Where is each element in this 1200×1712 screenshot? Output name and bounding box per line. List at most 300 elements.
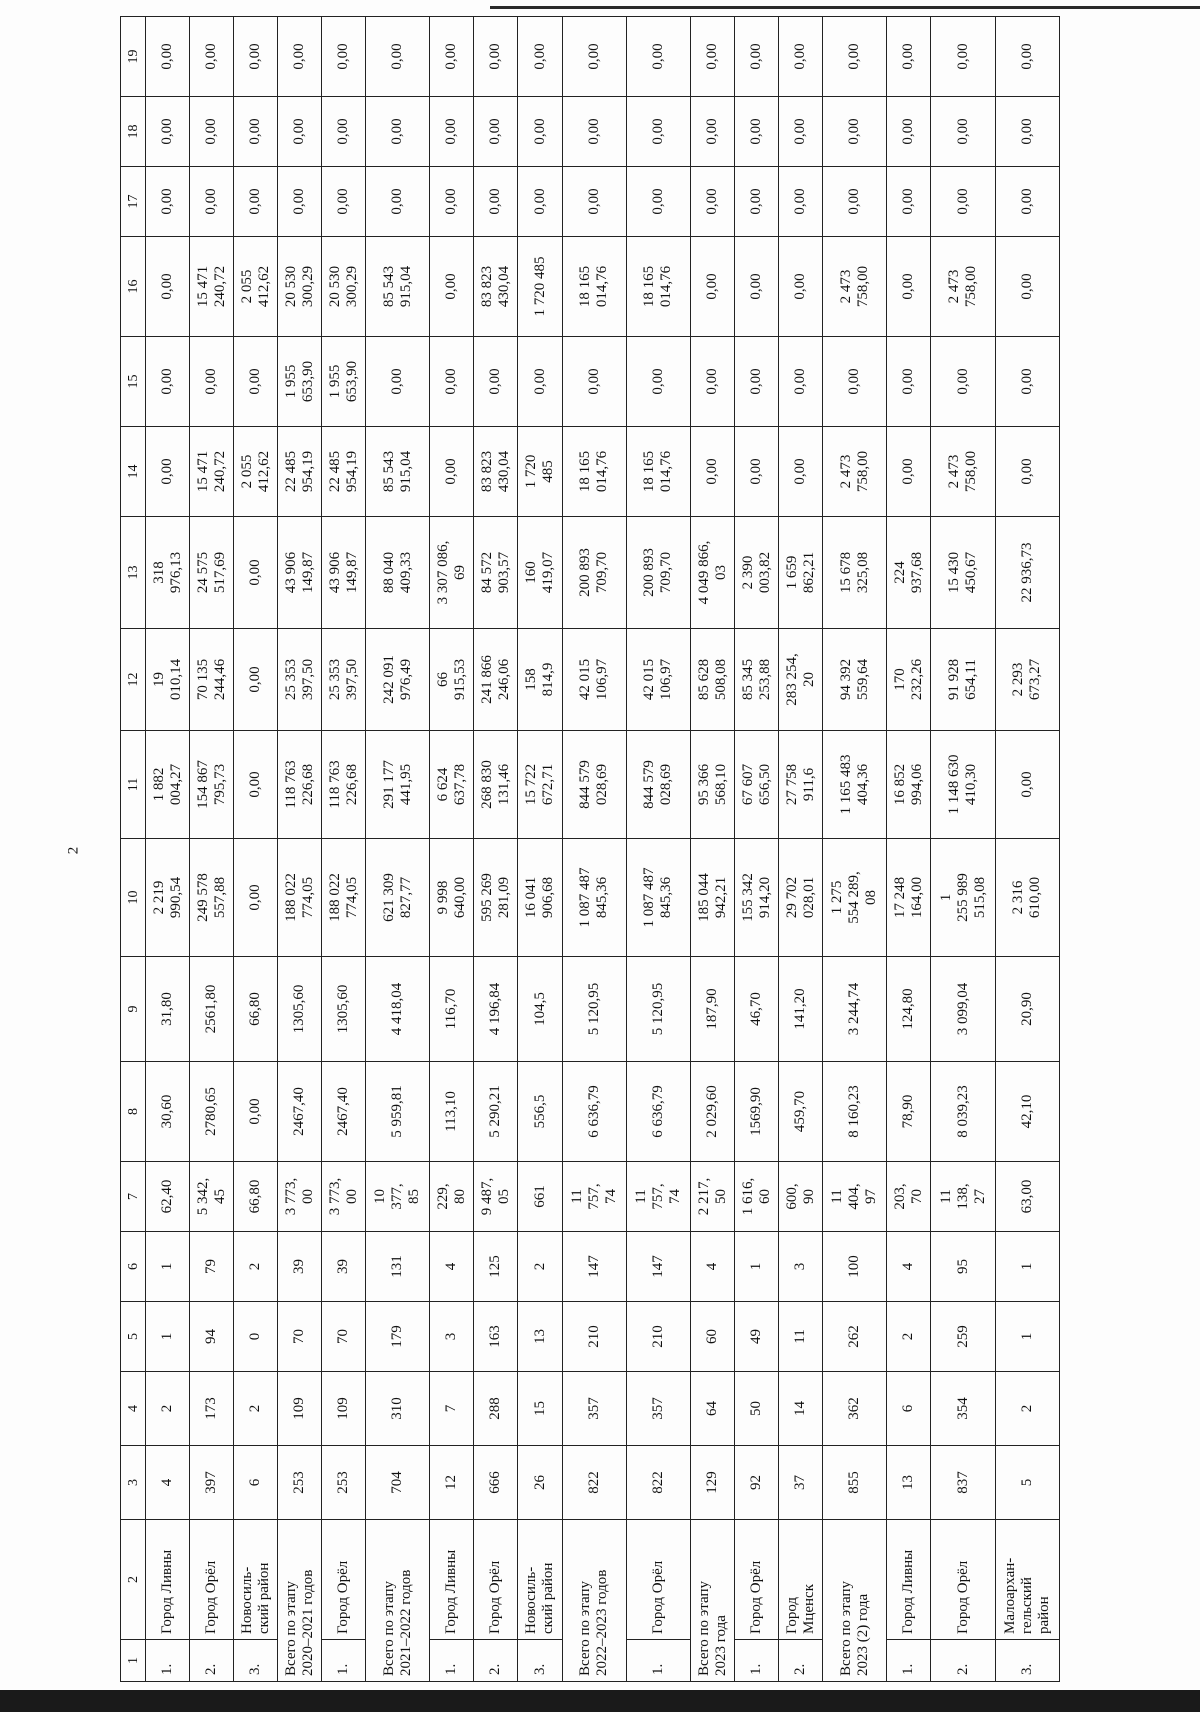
table-cell: 844 579 028,69	[626, 731, 690, 839]
table-cell: 1	[995, 1232, 1059, 1302]
table-cell: 27 758 911,6	[779, 731, 823, 839]
table-cell: 50	[735, 1372, 779, 1446]
table-cell: 22 936,73	[995, 517, 1059, 629]
table-cell: 259	[931, 1302, 995, 1372]
table-cell: 118 763 226,68	[322, 731, 366, 839]
table-cell: 0,00	[146, 427, 190, 517]
table-cell: 25 353 397,50	[278, 629, 322, 731]
table-cell: 1 720 485	[518, 237, 562, 337]
municipality-cell: Город Орёл	[322, 1520, 366, 1640]
table-cell: 0,00	[322, 17, 366, 97]
table-cell: 318 976,13	[146, 517, 190, 629]
table-cell: 2780,65	[190, 1062, 234, 1162]
table-cell: 30,60	[146, 1062, 190, 1162]
row-number-cell: 2.	[931, 1640, 995, 1682]
table-cell: 0,00	[322, 97, 366, 167]
table-cell: 0,00	[322, 167, 366, 237]
table-cell: 0,00	[234, 629, 278, 731]
table-cell: 22 485 954,19	[322, 427, 366, 517]
column-header: 1	[121, 1640, 146, 1682]
table-cell: 203, 70	[887, 1162, 931, 1232]
table-cell: 4	[887, 1232, 931, 1302]
column-header: 2	[121, 1520, 146, 1640]
table-cell: 66,80	[234, 1162, 278, 1232]
column-header: 16	[121, 237, 146, 337]
table-cell: 42 015 106,97	[562, 629, 626, 731]
row-number-cell: 2.	[190, 1640, 234, 1682]
table-cell: 8 039,23	[931, 1062, 995, 1162]
table-cell: 2 029,60	[691, 1062, 735, 1162]
table-cell: 268 830 131,46	[474, 731, 518, 839]
row-number-cell: 1.	[146, 1640, 190, 1682]
table-cell: 0,00	[234, 731, 278, 839]
table-cell: 64	[691, 1372, 735, 1446]
table-cell: 3 244,74	[823, 957, 887, 1062]
municipality-cell: Город Ливны	[146, 1520, 190, 1640]
table-cell: 2	[887, 1302, 931, 1372]
table-cell: 0,00	[234, 517, 278, 629]
row-number-cell: 1.	[626, 1640, 690, 1682]
table-cell: 210	[562, 1302, 626, 1372]
rotated-table-wrapper	[120, 17, 1060, 1682]
table-cell: 229, 80	[430, 1162, 474, 1232]
table-cell: 621 309 827,77	[366, 839, 430, 957]
table-cell: 1 148 630 410,30	[931, 731, 995, 839]
table-cell: 0,00	[779, 17, 823, 97]
row-number-cell: 3.	[995, 1640, 1059, 1682]
table-cell: 1305,60	[322, 957, 366, 1062]
column-header: 17	[121, 167, 146, 237]
table-cell: 20 530 300,29	[322, 237, 366, 337]
municipality-cell: Малоархан- гельский район	[995, 1520, 1059, 1640]
table-cell: 0,00	[366, 17, 430, 97]
table-cell: 704	[366, 1446, 430, 1520]
table-cell: 262	[823, 1302, 887, 1372]
table-cell: 1305,60	[278, 957, 322, 1062]
table-cell: 283 254, 20	[779, 629, 823, 731]
table-cell: 1 165 483 404,36	[823, 731, 887, 839]
table-cell: 1569,90	[735, 1062, 779, 1162]
table-cell: 6	[234, 1446, 278, 1520]
table-body	[146, 17, 1060, 1682]
table-cell: 5 342, 45	[190, 1162, 234, 1232]
table-cell: 43 906 149,87	[322, 517, 366, 629]
column-header: 6	[121, 1232, 146, 1302]
table-cell: 0	[234, 1302, 278, 1372]
table-cell: 0,00	[190, 337, 234, 427]
table-cell: 31,80	[146, 957, 190, 1062]
table-cell: 0,00	[887, 427, 931, 517]
table-cell: 2 390 003,82	[735, 517, 779, 629]
table-cell: 11 757, 74	[626, 1162, 690, 1232]
table-cell: 62,40	[146, 1162, 190, 1232]
table-cell: 0,00	[430, 97, 474, 167]
table-cell: 2	[995, 1372, 1059, 1446]
column-header: 3	[121, 1446, 146, 1520]
table-cell: 0,00	[366, 337, 430, 427]
table-row	[322, 17, 366, 1682]
column-header: 8	[121, 1062, 146, 1162]
table-cell: 147	[626, 1232, 690, 1302]
table-cell: 43 906 149,87	[278, 517, 322, 629]
table-cell: 1	[146, 1232, 190, 1302]
table-cell: 2	[234, 1372, 278, 1446]
table-cell: 42 015 106,97	[626, 629, 690, 731]
table-cell: 78,90	[887, 1062, 931, 1162]
table-cell: 0,00	[887, 167, 931, 237]
table-cell: 92	[735, 1446, 779, 1520]
table-cell: 170 232,26	[887, 629, 931, 731]
column-header: 5	[121, 1302, 146, 1372]
municipality-cell: Город Ливны	[430, 1520, 474, 1640]
table-cell: 0,00	[366, 167, 430, 237]
table-cell: 85 628 508,08	[691, 629, 735, 731]
table-cell: 5	[995, 1446, 1059, 1520]
table-cell: 0,00	[234, 1062, 278, 1162]
table-cell: 0,00	[995, 17, 1059, 97]
table-cell: 24 575 517,69	[190, 517, 234, 629]
table-cell: 6	[887, 1372, 931, 1446]
municipality-cell: Город Орёл	[626, 1520, 690, 1640]
table-cell: 0,00	[234, 167, 278, 237]
table-cell: 3 773, 00	[322, 1162, 366, 1232]
table-cell: 187,90	[691, 957, 735, 1062]
table-cell: 15	[518, 1372, 562, 1446]
table-cell: 5 120,95	[562, 957, 626, 1062]
table-cell: 0,00	[190, 167, 234, 237]
table-cell: 188 022 774,05	[322, 839, 366, 957]
table-cell: 0,00	[190, 97, 234, 167]
table-cell: 0,00	[691, 427, 735, 517]
municipality-cell: Новосиль- ский район	[518, 1520, 562, 1640]
table-cell: 2 473 758,00	[823, 237, 887, 337]
table-cell: 0,00	[234, 337, 278, 427]
table-cell: 1 087 487 845,36	[562, 839, 626, 957]
table-cell: 0,00	[146, 167, 190, 237]
table-cell: 1 616, 60	[735, 1162, 779, 1232]
table-cell: 5 120,95	[626, 957, 690, 1062]
table-cell: 397	[190, 1446, 234, 1520]
table-cell: 70	[322, 1302, 366, 1372]
table-cell: 2 217, 50	[691, 1162, 735, 1232]
municipality-cell: Город Орёл	[931, 1520, 995, 1640]
municipality-cell: Город Мценск	[779, 1520, 823, 1640]
table-cell: 0,00	[430, 167, 474, 237]
table-cell: 22 485 954,19	[278, 427, 322, 517]
table-cell: 94	[190, 1302, 234, 1372]
table-row	[430, 17, 474, 1682]
table-cell: 357	[626, 1372, 690, 1446]
table-cell: 18 165 014,76	[626, 427, 690, 517]
stage-label-cell: Всего по этапу 2020–2021 годов	[278, 1520, 322, 1682]
table-cell: 2467,40	[322, 1062, 366, 1162]
table-cell: 0,00	[779, 237, 823, 337]
table-cell: 104,5	[518, 957, 562, 1062]
table-cell: 49	[735, 1302, 779, 1372]
table-cell: 600, 90	[779, 1162, 823, 1232]
table-cell: 556,5	[518, 1062, 562, 1162]
table-cell: 9 487, 05	[474, 1162, 518, 1232]
table-cell: 2	[146, 1372, 190, 1446]
table-cell: 11	[779, 1302, 823, 1372]
table-cell: 66 915,53	[430, 629, 474, 731]
table-cell: 3	[779, 1232, 823, 1302]
table-cell: 0,00	[887, 97, 931, 167]
table-cell: 16 852 994,06	[887, 731, 931, 839]
table-cell: 2	[234, 1232, 278, 1302]
table-cell: 0,00	[234, 97, 278, 167]
stage-total-row	[278, 17, 322, 1682]
table-cell: 1 087 487 845,36	[626, 839, 690, 957]
data-table	[120, 16, 1060, 1682]
table-cell: 0,00	[518, 97, 562, 167]
table-cell: 0,00	[146, 237, 190, 337]
table-cell: 1 955 653,90	[322, 337, 366, 427]
column-header: 14	[121, 427, 146, 517]
column-header: 11	[121, 731, 146, 839]
table-cell: 0,00	[430, 17, 474, 97]
table-cell: 11 757, 74	[562, 1162, 626, 1232]
table-cell: 1 659 862,21	[779, 517, 823, 629]
table-cell: 18 165 014,76	[626, 237, 690, 337]
table-cell: 0,00	[735, 427, 779, 517]
table-cell: 85 543 915,04	[366, 427, 430, 517]
table-cell: 0,00	[474, 167, 518, 237]
table-cell: 855	[823, 1446, 887, 1520]
table-cell: 83 823 430,04	[474, 237, 518, 337]
column-header: 13	[121, 517, 146, 629]
table-cell: 0,00	[931, 167, 995, 237]
table-cell: 1 275 554 289, 08	[823, 839, 887, 957]
table-cell: 1	[146, 1302, 190, 1372]
table-cell: 6 636,79	[562, 1062, 626, 1162]
table-cell: 19 010,14	[146, 629, 190, 731]
table-cell: 0,00	[691, 237, 735, 337]
table-cell: 4	[430, 1232, 474, 1302]
table-cell: 7	[430, 1372, 474, 1446]
table-cell: 163	[474, 1302, 518, 1372]
column-header: 9	[121, 957, 146, 1062]
table-cell: 0,00	[995, 237, 1059, 337]
table-cell: 0,00	[562, 337, 626, 427]
table-cell: 79	[190, 1232, 234, 1302]
table-cell: 0,00	[779, 97, 823, 167]
table-cell: 179	[366, 1302, 430, 1372]
table-cell: 0,00	[823, 337, 887, 427]
table-row	[779, 17, 823, 1682]
column-header: 19	[121, 17, 146, 97]
table-cell: 125	[474, 1232, 518, 1302]
table-cell: 0,00	[887, 337, 931, 427]
table-cell: 85 345 253,88	[735, 629, 779, 731]
municipality-cell: Город Ливны	[887, 1520, 931, 1640]
table-cell: 14	[779, 1372, 823, 1446]
table-cell: 95 366 568,10	[691, 731, 735, 839]
table-cell: 10 377, 85	[366, 1162, 430, 1232]
table-cell: 15 430 450,67	[931, 517, 995, 629]
table-cell: 0,00	[518, 167, 562, 237]
table-cell: 60	[691, 1302, 735, 1372]
table-cell: 2	[518, 1232, 562, 1302]
table-cell: 20,90	[995, 957, 1059, 1062]
table-cell: 15 678 325,08	[823, 517, 887, 629]
row-number-cell: 1.	[735, 1640, 779, 1682]
table-cell: 0,00	[430, 237, 474, 337]
table-cell: 354	[931, 1372, 995, 1446]
column-header: 12	[121, 629, 146, 731]
table-cell: 109	[322, 1372, 366, 1446]
table-cell: 0,00	[190, 17, 234, 97]
municipality-cell: Новосиль- ский район	[234, 1520, 278, 1640]
table-cell: 1	[735, 1232, 779, 1302]
table-cell: 249 578 557,88	[190, 839, 234, 957]
table-cell: 0,00	[562, 17, 626, 97]
table-cell: 0,00	[474, 17, 518, 97]
row-number-cell: 1.	[322, 1640, 366, 1682]
table-cell: 0,00	[146, 17, 190, 97]
table-cell: 4	[691, 1232, 735, 1302]
table-cell: 200 893 709,70	[626, 517, 690, 629]
table-cell: 0,00	[995, 427, 1059, 517]
table-cell: 67 607 656,50	[735, 731, 779, 839]
table-cell: 1 720 485	[518, 427, 562, 517]
table-row	[146, 17, 190, 1682]
table-cell: 8 160,23	[823, 1062, 887, 1162]
table-cell: 0,00	[887, 17, 931, 97]
table-cell: 70 135 244,46	[190, 629, 234, 731]
table-cell: 160 419,07	[518, 517, 562, 629]
table-cell: 0,00	[735, 97, 779, 167]
table-cell: 2 473 758,00	[931, 237, 995, 337]
column-header: 4	[121, 1372, 146, 1446]
table-row	[931, 17, 995, 1682]
table-cell: 0,00	[562, 167, 626, 237]
table-row	[995, 17, 1059, 1682]
table-cell: 6 636,79	[626, 1062, 690, 1162]
row-number-cell: 1.	[430, 1640, 474, 1682]
table-cell: 288	[474, 1372, 518, 1446]
table-cell: 13	[887, 1446, 931, 1520]
table-cell: 42,10	[995, 1062, 1059, 1162]
table-cell: 0,00	[995, 167, 1059, 237]
table-cell: 83 823 430,04	[474, 427, 518, 517]
table-row	[474, 17, 518, 1682]
table-cell: 12	[430, 1446, 474, 1520]
table-cell: 4 196,84	[474, 957, 518, 1062]
table-cell: 0,00	[626, 337, 690, 427]
table-cell: 2561,80	[190, 957, 234, 1062]
table-cell: 0,00	[518, 337, 562, 427]
table-cell: 147	[562, 1232, 626, 1302]
header-row	[121, 17, 146, 1682]
municipality-cell: Город Орёл	[735, 1520, 779, 1640]
table-cell: 0,00	[995, 337, 1059, 427]
table-cell: 25 353 397,50	[322, 629, 366, 731]
table-row	[518, 17, 562, 1682]
table-cell: 11 138, 27	[931, 1162, 995, 1232]
table-cell: 310	[366, 1372, 430, 1446]
table-cell: 185 044 942,21	[691, 839, 735, 957]
municipality-cell: Город Орёл	[190, 1520, 234, 1640]
table-cell: 661	[518, 1162, 562, 1232]
page-number: 2	[65, 846, 82, 855]
top-scan-edge	[490, 6, 1200, 9]
table-cell: 109	[278, 1372, 322, 1446]
table-cell: 13	[518, 1302, 562, 1372]
table-cell: 0,00	[995, 731, 1059, 839]
table-cell: 113,10	[430, 1062, 474, 1162]
table-cell: 131	[366, 1232, 430, 1302]
table-cell: 100	[823, 1232, 887, 1302]
table-cell: 91 928 654,11	[931, 629, 995, 731]
table-cell: 3 307 086, 69	[430, 517, 474, 629]
table-cell: 0,00	[474, 97, 518, 167]
table-cell: 15 471 240,72	[190, 427, 234, 517]
table-cell: 210	[626, 1302, 690, 1372]
table-cell: 0,00	[691, 167, 735, 237]
table-cell: 0,00	[823, 167, 887, 237]
table-row	[735, 17, 779, 1682]
column-header: 18	[121, 97, 146, 167]
table-cell: 6 624 637,78	[430, 731, 474, 839]
table-cell: 0,00	[278, 167, 322, 237]
table-cell: 4 418,04	[366, 957, 430, 1062]
row-number-cell: 2.	[474, 1640, 518, 1682]
table-cell: 155 342 914,20	[735, 839, 779, 957]
table-cell: 1 882 004,27	[146, 731, 190, 839]
table-cell: 85 543 915,04	[366, 237, 430, 337]
table-cell: 822	[626, 1446, 690, 1520]
table-cell: 0,00	[626, 167, 690, 237]
table-cell: 0,00	[626, 17, 690, 97]
table-cell: 173	[190, 1372, 234, 1446]
table-cell: 3	[430, 1302, 474, 1372]
table-cell: 0,00	[735, 237, 779, 337]
table-cell: 4	[146, 1446, 190, 1520]
column-header: 15	[121, 337, 146, 427]
table-cell: 15 722 672,71	[518, 731, 562, 839]
table-cell: 3 099,04	[931, 957, 995, 1062]
table-cell: 844 579 028,69	[562, 731, 626, 839]
table-cell: 2467,40	[278, 1062, 322, 1162]
table-cell: 0,00	[234, 839, 278, 957]
table-cell: 158 814,9	[518, 629, 562, 731]
table-cell: 116,70	[430, 957, 474, 1062]
table-cell: 15 471 240,72	[190, 237, 234, 337]
table-cell: 29 702 028,01	[779, 839, 823, 957]
stage-label-cell: Всего по этапу 2023 года	[691, 1520, 735, 1682]
table-cell: 0,00	[823, 17, 887, 97]
table-cell: 822	[562, 1446, 626, 1520]
table-cell: 20 530 300,29	[278, 237, 322, 337]
table-cell: 362	[823, 1372, 887, 1446]
table-cell: 188 022 774,05	[278, 839, 322, 957]
table-cell: 0,00	[146, 97, 190, 167]
municipality-cell: Город Орёл	[474, 1520, 518, 1640]
table-cell: 124,80	[887, 957, 931, 1062]
table-cell: 70	[278, 1302, 322, 1372]
table-cell: 459,70	[779, 1062, 823, 1162]
bottom-scan-edge	[0, 1690, 1200, 1712]
table-cell: 241 866 246,06	[474, 629, 518, 731]
table-cell: 2 055 412,62	[234, 427, 278, 517]
table-cell: 0,00	[430, 337, 474, 427]
table-cell: 88 040 409,33	[366, 517, 430, 629]
table-cell: 291 177 441,95	[366, 731, 430, 839]
row-number-cell: 3.	[518, 1640, 562, 1682]
table-cell: 0,00	[931, 97, 995, 167]
table-cell: 2 293 673,27	[995, 629, 1059, 731]
